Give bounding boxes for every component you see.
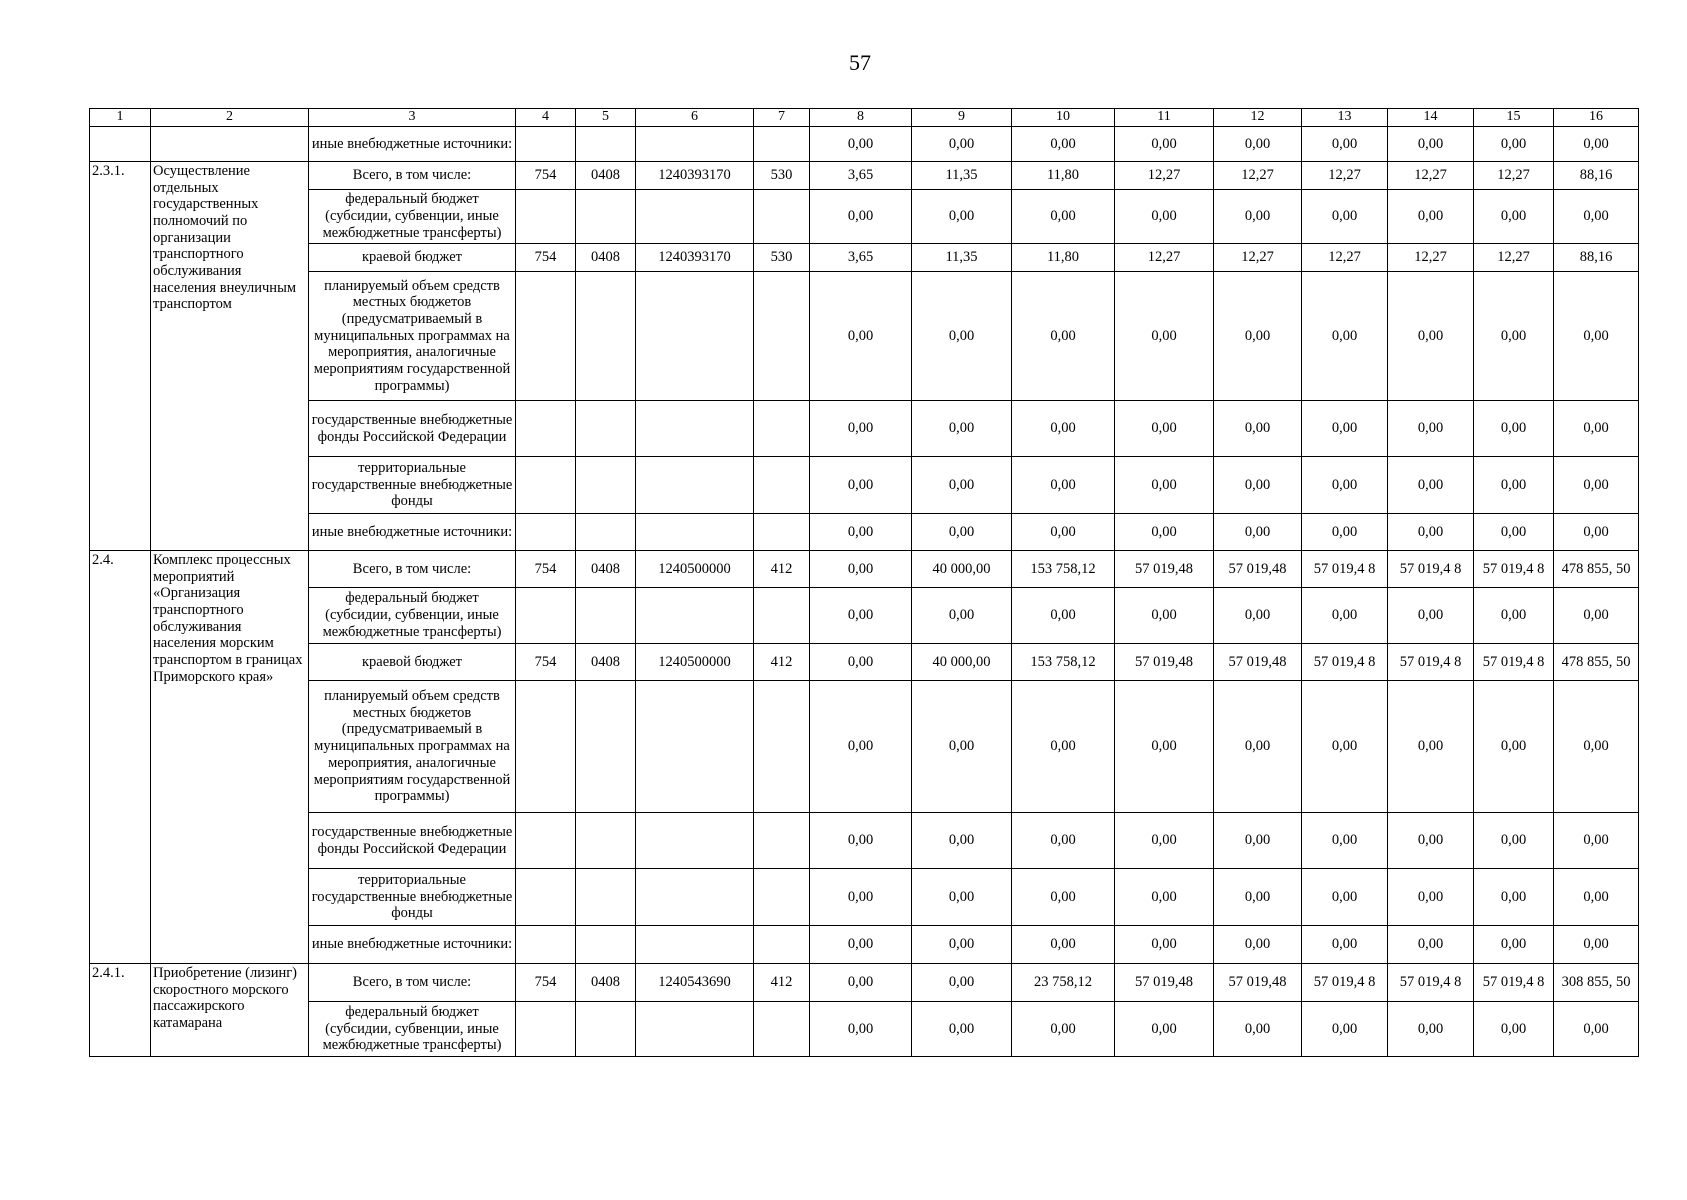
column-header: 11 <box>1115 109 1214 127</box>
amount-cell: 0,00 <box>1388 457 1474 514</box>
amount-cell: 0,00 <box>1214 926 1302 964</box>
section-code <box>576 514 636 551</box>
amount-cell: 0,00 <box>1474 869 1554 926</box>
amount-cell: 0,00 <box>810 588 912 644</box>
funding-source: иные внебюджетные источники: <box>309 127 516 162</box>
section-code <box>576 869 636 926</box>
target-article-code <box>636 514 754 551</box>
amount-cell: 0,00 <box>1554 681 1639 813</box>
amount-cell: 0,00 <box>1214 190 1302 244</box>
column-header: 15 <box>1474 109 1554 127</box>
expense-type-code <box>754 869 810 926</box>
expense-type-code: 530 <box>754 162 810 190</box>
amount-cell: 0,00 <box>1388 681 1474 813</box>
table-row <box>90 644 1639 681</box>
target-article-code <box>636 457 754 514</box>
amount-cell: 0,00 <box>1302 869 1388 926</box>
expense-type-code: 412 <box>754 551 810 588</box>
amount-cell: 0,00 <box>1214 1002 1302 1057</box>
funding-source: краевой бюджет <box>309 244 516 272</box>
target-article-code: 1240500000 <box>636 644 754 681</box>
amount-cell: 0,00 <box>1214 127 1302 162</box>
amount-cell: 0,00 <box>1554 272 1639 401</box>
header-row <box>90 109 1639 127</box>
amount-cell: 0,00 <box>810 644 912 681</box>
amount-cell: 0,00 <box>1388 190 1474 244</box>
column-header: 1 <box>90 109 151 127</box>
amount-cell: 0,00 <box>1474 401 1554 457</box>
section-code <box>576 272 636 401</box>
grbs-code <box>516 127 576 162</box>
amount-cell: 0,00 <box>1388 272 1474 401</box>
amount-cell: 0,00 <box>912 588 1012 644</box>
funding-source: территориальные государственные внебюджетные фонды <box>309 869 516 926</box>
amount-cell: 0,00 <box>1012 272 1115 401</box>
amount-cell: 57 019,4 8 <box>1474 551 1554 588</box>
item-code: 2.4.1. <box>90 964 151 1057</box>
amount-cell: 0,00 <box>1388 127 1474 162</box>
grbs-code: 754 <box>516 644 576 681</box>
amount-cell: 0,00 <box>912 401 1012 457</box>
target-article-code <box>636 813 754 869</box>
target-article-code <box>636 190 754 244</box>
amount-cell: 0,00 <box>810 190 912 244</box>
amount-cell: 0,00 <box>810 813 912 869</box>
expense-type-code <box>754 681 810 813</box>
item-title <box>151 127 309 162</box>
amount-cell: 57 019,4 8 <box>1474 964 1554 1002</box>
amount-cell: 88,16 <box>1554 244 1639 272</box>
amount-cell: 0,00 <box>1012 1002 1115 1057</box>
amount-cell: 0,00 <box>810 127 912 162</box>
amount-cell: 0,00 <box>1302 681 1388 813</box>
funding-source: краевой бюджет <box>309 644 516 681</box>
section-code <box>576 127 636 162</box>
grbs-code <box>516 190 576 244</box>
table-row <box>90 813 1639 869</box>
amount-cell: 0,00 <box>1554 926 1639 964</box>
column-header: 16 <box>1554 109 1639 127</box>
section-code <box>576 813 636 869</box>
amount-cell: 0,00 <box>1388 1002 1474 1057</box>
amount-cell: 12,27 <box>1388 162 1474 190</box>
amount-cell: 0,00 <box>1115 681 1214 813</box>
column-header: 9 <box>912 109 1012 127</box>
amount-cell: 0,00 <box>1554 1002 1639 1057</box>
amount-cell: 40 000,00 <box>912 551 1012 588</box>
expense-type-code <box>754 813 810 869</box>
target-article-code: 1240393170 <box>636 244 754 272</box>
section-code <box>576 588 636 644</box>
target-article-code: 1240393170 <box>636 162 754 190</box>
amount-cell: 0,00 <box>1302 588 1388 644</box>
funding-source: иные внебюджетные источники: <box>309 926 516 964</box>
expense-type-code: 530 <box>754 244 810 272</box>
amount-cell: 0,00 <box>1012 813 1115 869</box>
amount-cell: 0,00 <box>1012 190 1115 244</box>
column-header: 12 <box>1214 109 1302 127</box>
amount-cell: 0,00 <box>912 190 1012 244</box>
section-code: 0408 <box>576 162 636 190</box>
amount-cell: 0,00 <box>1554 869 1639 926</box>
funding-source: Всего, в том числе: <box>309 551 516 588</box>
page-number: 57 <box>849 50 871 75</box>
amount-cell: 0,00 <box>1554 813 1639 869</box>
amount-cell: 23 758,12 <box>1012 964 1115 1002</box>
amount-cell: 478 855, 50 <box>1554 551 1639 588</box>
amount-cell: 0,00 <box>1474 514 1554 551</box>
grbs-code: 754 <box>516 551 576 588</box>
amount-cell: 0,00 <box>1012 588 1115 644</box>
column-header: 14 <box>1388 109 1474 127</box>
table-row <box>90 588 1639 644</box>
funding-source: планируемый объем средств местных бюджетов (предусматриваемый в муниципальных программах на мероприятия, аналогичные мероприятиям государственной программы) <box>309 272 516 401</box>
amount-cell: 0,00 <box>1388 813 1474 869</box>
grbs-code <box>516 514 576 551</box>
amount-cell: 0,00 <box>1115 514 1214 551</box>
item-title: Осуществление отдельных государственных полномочий по организации транспортного обслуживания населения внеуличным транспортом <box>151 162 309 551</box>
amount-cell: 12,27 <box>1115 162 1214 190</box>
item-title: Приобретение (лизинг) скоростного морского пассажирского катамарана <box>151 964 309 1057</box>
amount-cell: 0,00 <box>1554 514 1639 551</box>
amount-cell: 0,00 <box>1115 457 1214 514</box>
table-row <box>90 272 1639 401</box>
table-row <box>90 514 1639 551</box>
section-code <box>576 926 636 964</box>
amount-cell: 12,27 <box>1474 244 1554 272</box>
amount-cell: 0,00 <box>912 457 1012 514</box>
amount-cell: 0,00 <box>1302 457 1388 514</box>
amount-cell: 57 019,4 8 <box>1302 551 1388 588</box>
amount-cell: 0,00 <box>1388 588 1474 644</box>
item-code <box>90 127 151 162</box>
target-article-code <box>636 1002 754 1057</box>
table-row <box>90 681 1639 813</box>
funding-source: планируемый объем средств местных бюджетов (предусматриваемый в муниципальных программах на мероприятия, аналогичные мероприятиям государственной программы) <box>309 681 516 813</box>
column-header: 13 <box>1302 109 1388 127</box>
amount-cell: 88,16 <box>1554 162 1639 190</box>
amount-cell: 0,00 <box>1302 813 1388 869</box>
column-header: 4 <box>516 109 576 127</box>
target-article-code <box>636 588 754 644</box>
column-header: 8 <box>810 109 912 127</box>
section-code <box>576 190 636 244</box>
expense-type-code <box>754 457 810 514</box>
amount-cell: 0,00 <box>912 681 1012 813</box>
grbs-code <box>516 588 576 644</box>
amount-cell: 0,00 <box>1554 401 1639 457</box>
amount-cell: 0,00 <box>1474 272 1554 401</box>
amount-cell: 0,00 <box>1474 681 1554 813</box>
amount-cell: 57 019,48 <box>1115 964 1214 1002</box>
amount-cell: 0,00 <box>1115 401 1214 457</box>
expense-type-code <box>754 926 810 964</box>
amount-cell: 0,00 <box>912 272 1012 401</box>
target-article-code: 1240500000 <box>636 551 754 588</box>
amount-cell: 0,00 <box>912 514 1012 551</box>
funding-source: территориальные государственные внебюджетные фонды <box>309 457 516 514</box>
amount-cell: 308 855, 50 <box>1554 964 1639 1002</box>
amount-cell: 0,00 <box>1474 813 1554 869</box>
amount-cell: 0,00 <box>1214 514 1302 551</box>
amount-cell: 57 019,4 8 <box>1388 964 1474 1002</box>
amount-cell: 0,00 <box>1214 681 1302 813</box>
amount-cell: 0,00 <box>1302 127 1388 162</box>
target-article-code <box>636 869 754 926</box>
target-article-code <box>636 926 754 964</box>
amount-cell: 0,00 <box>1554 127 1639 162</box>
amount-cell: 12,27 <box>1214 162 1302 190</box>
target-article-code <box>636 127 754 162</box>
amount-cell: 0,00 <box>912 869 1012 926</box>
amount-cell: 0,00 <box>912 813 1012 869</box>
grbs-code <box>516 681 576 813</box>
table-row <box>90 551 1639 588</box>
table-row <box>90 926 1639 964</box>
amount-cell: 0,00 <box>810 457 912 514</box>
funding-source: государственные внебюджетные фонды Российской Федерации <box>309 401 516 457</box>
grbs-code <box>516 1002 576 1057</box>
expense-type-code <box>754 272 810 401</box>
amount-cell: 57 019,48 <box>1115 644 1214 681</box>
expense-type-code <box>754 1002 810 1057</box>
table-row <box>90 401 1639 457</box>
amount-cell: 11,35 <box>912 244 1012 272</box>
grbs-code <box>516 272 576 401</box>
expense-type-code: 412 <box>754 964 810 1002</box>
table-row <box>90 457 1639 514</box>
amount-cell: 0,00 <box>810 869 912 926</box>
column-header: 3 <box>309 109 516 127</box>
amount-cell: 0,00 <box>1388 401 1474 457</box>
amount-cell: 0,00 <box>1115 588 1214 644</box>
amount-cell: 57 019,48 <box>1214 964 1302 1002</box>
target-article-code <box>636 272 754 401</box>
target-article-code: 1240543690 <box>636 964 754 1002</box>
target-article-code <box>636 401 754 457</box>
amount-cell: 12,27 <box>1115 244 1214 272</box>
grbs-code <box>516 457 576 514</box>
funding-source: государственные внебюджетные фонды Российской Федерации <box>309 813 516 869</box>
amount-cell: 0,00 <box>1302 272 1388 401</box>
amount-cell: 0,00 <box>1302 190 1388 244</box>
amount-cell: 0,00 <box>1554 457 1639 514</box>
expense-type-code: 412 <box>754 644 810 681</box>
amount-cell: 0,00 <box>912 926 1012 964</box>
amount-cell: 0,00 <box>1115 813 1214 869</box>
amount-cell: 57 019,4 8 <box>1302 644 1388 681</box>
expense-type-code <box>754 401 810 457</box>
amount-cell: 11,80 <box>1012 244 1115 272</box>
amount-cell: 0,00 <box>912 127 1012 162</box>
column-header: 6 <box>636 109 754 127</box>
amount-cell: 0,00 <box>1214 588 1302 644</box>
amount-cell: 0,00 <box>1554 588 1639 644</box>
amount-cell: 0,00 <box>1302 514 1388 551</box>
amount-cell: 0,00 <box>1214 869 1302 926</box>
grbs-code <box>516 401 576 457</box>
amount-cell: 57 019,4 8 <box>1388 551 1474 588</box>
table-row <box>90 244 1639 272</box>
table-row <box>90 162 1639 190</box>
amount-cell: 0,00 <box>1474 1002 1554 1057</box>
section-code <box>576 681 636 813</box>
amount-cell: 0,00 <box>1012 457 1115 514</box>
amount-cell: 0,00 <box>1012 681 1115 813</box>
column-header: 7 <box>754 109 810 127</box>
funding-source: федеральный бюджет (субсидии, субвенции, иные межбюджетные трансферты) <box>309 190 516 244</box>
amount-cell: 3,65 <box>810 244 912 272</box>
amount-cell: 0,00 <box>1214 401 1302 457</box>
item-code: 2.4. <box>90 551 151 964</box>
table-row <box>90 127 1639 162</box>
funding-source: Всего, в том числе: <box>309 162 516 190</box>
amount-cell: 0,00 <box>912 1002 1012 1057</box>
amount-cell: 57 019,48 <box>1115 551 1214 588</box>
grbs-code: 754 <box>516 162 576 190</box>
section-code: 0408 <box>576 244 636 272</box>
grbs-code <box>516 813 576 869</box>
amount-cell: 0,00 <box>810 401 912 457</box>
table-row <box>90 1002 1639 1057</box>
expense-type-code <box>754 127 810 162</box>
column-header: 10 <box>1012 109 1115 127</box>
amount-cell: 0,00 <box>1474 457 1554 514</box>
amount-cell: 0,00 <box>1388 514 1474 551</box>
amount-cell: 0,00 <box>1302 401 1388 457</box>
amount-cell: 0,00 <box>1474 127 1554 162</box>
table-row <box>90 964 1639 1002</box>
table-row <box>90 869 1639 926</box>
amount-cell: 12,27 <box>1474 162 1554 190</box>
amount-cell: 0,00 <box>810 272 912 401</box>
amount-cell: 3,65 <box>810 162 912 190</box>
amount-cell: 0,00 <box>1214 813 1302 869</box>
table-row <box>90 190 1639 244</box>
amount-cell: 0,00 <box>1012 127 1115 162</box>
budget-table <box>89 108 1639 1057</box>
grbs-code: 754 <box>516 244 576 272</box>
column-header: 5 <box>576 109 636 127</box>
amount-cell: 0,00 <box>810 964 912 1002</box>
expense-type-code <box>754 190 810 244</box>
amount-cell: 0,00 <box>1012 926 1115 964</box>
amount-cell: 0,00 <box>912 964 1012 1002</box>
amount-cell: 478 855, 50 <box>1554 644 1639 681</box>
item-title: Комплекс процессных мероприятий «Организация транспортного обслуживания населения морским транспортом в границах Приморского края» <box>151 551 309 964</box>
grbs-code: 754 <box>516 964 576 1002</box>
amount-cell: 0,00 <box>1388 869 1474 926</box>
funding-source: иные внебюджетные источники: <box>309 514 516 551</box>
section-code: 0408 <box>576 964 636 1002</box>
amount-cell: 0,00 <box>1012 401 1115 457</box>
section-code <box>576 1002 636 1057</box>
funding-source: федеральный бюджет (субсидии, субвенции, иные межбюджетные трансферты) <box>309 1002 516 1057</box>
amount-cell: 57 019,4 8 <box>1388 644 1474 681</box>
amount-cell: 0,00 <box>1115 272 1214 401</box>
amount-cell: 0,00 <box>810 681 912 813</box>
amount-cell: 0,00 <box>1012 514 1115 551</box>
amount-cell: 11,35 <box>912 162 1012 190</box>
amount-cell: 0,00 <box>1474 588 1554 644</box>
amount-cell: 11,80 <box>1012 162 1115 190</box>
grbs-code <box>516 869 576 926</box>
amount-cell: 12,27 <box>1388 244 1474 272</box>
amount-cell: 0,00 <box>1115 1002 1214 1057</box>
amount-cell: 0,00 <box>1012 869 1115 926</box>
expense-type-code <box>754 588 810 644</box>
amount-cell: 0,00 <box>1115 190 1214 244</box>
grbs-code <box>516 926 576 964</box>
amount-cell: 40 000,00 <box>912 644 1012 681</box>
amount-cell: 0,00 <box>1302 926 1388 964</box>
amount-cell: 0,00 <box>1214 272 1302 401</box>
amount-cell: 0,00 <box>810 1002 912 1057</box>
amount-cell: 153 758,12 <box>1012 644 1115 681</box>
amount-cell: 0,00 <box>810 926 912 964</box>
section-code: 0408 <box>576 644 636 681</box>
amount-cell: 0,00 <box>810 514 912 551</box>
amount-cell: 57 019,48 <box>1214 644 1302 681</box>
section-code <box>576 401 636 457</box>
funding-source: федеральный бюджет (субсидии, субвенции, иные межбюджетные трансферты) <box>309 588 516 644</box>
amount-cell: 0,00 <box>1388 926 1474 964</box>
amount-cell: 0,00 <box>1214 457 1302 514</box>
amount-cell: 57 019,4 8 <box>1302 964 1388 1002</box>
amount-cell: 0,00 <box>1302 1002 1388 1057</box>
amount-cell: 57 019,4 8 <box>1474 644 1554 681</box>
item-code: 2.3.1. <box>90 162 151 551</box>
section-code: 0408 <box>576 551 636 588</box>
amount-cell: 0,00 <box>1554 190 1639 244</box>
amount-cell: 0,00 <box>1474 190 1554 244</box>
expense-type-code <box>754 514 810 551</box>
amount-cell: 57 019,48 <box>1214 551 1302 588</box>
amount-cell: 0,00 <box>810 551 912 588</box>
funding-source: Всего, в том числе: <box>309 964 516 1002</box>
amount-cell: 12,27 <box>1214 244 1302 272</box>
amount-cell: 12,27 <box>1302 244 1388 272</box>
target-article-code <box>636 681 754 813</box>
amount-cell: 0,00 <box>1115 926 1214 964</box>
amount-cell: 0,00 <box>1115 127 1214 162</box>
column-header: 2 <box>151 109 309 127</box>
amount-cell: 0,00 <box>1474 926 1554 964</box>
amount-cell: 0,00 <box>1115 869 1214 926</box>
section-code <box>576 457 636 514</box>
amount-cell: 153 758,12 <box>1012 551 1115 588</box>
amount-cell: 12,27 <box>1302 162 1388 190</box>
